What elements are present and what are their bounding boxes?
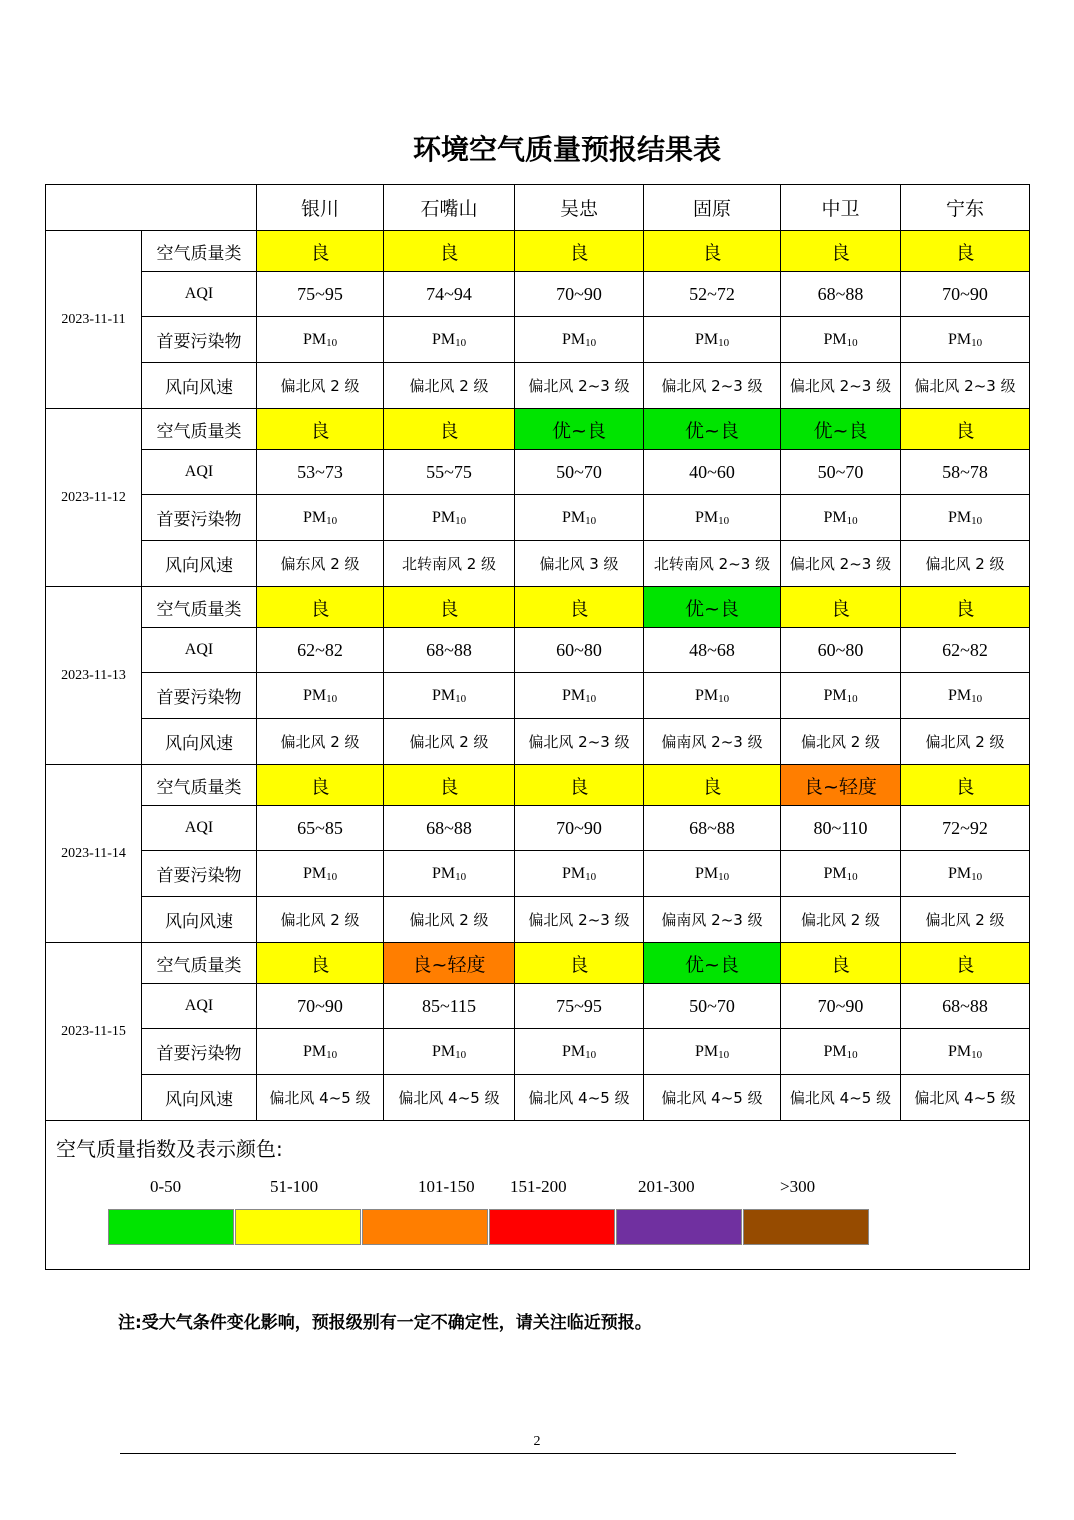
pollutant-subscript: 10 <box>971 870 983 883</box>
pollutant-subscript: 10 <box>718 692 730 705</box>
city-header: 吴忠 <box>515 185 644 231</box>
pollutant-base: PM <box>302 686 327 704</box>
pollutant-cell <box>901 673 1030 719</box>
pollutant-subscript: 10 <box>455 336 467 349</box>
forecast-table <box>45 184 1030 1270</box>
row-label-wind: 风向风速 <box>142 897 257 943</box>
aqi-row <box>46 806 1030 851</box>
aqi-cell: 52~72 <box>644 272 781 317</box>
footer-divider <box>120 1453 956 1454</box>
header-row <box>46 185 1030 231</box>
pollutant-cell <box>781 317 901 363</box>
quality-cell: 良 <box>384 231 515 272</box>
pollutant-subscript: 10 <box>455 1048 467 1061</box>
wind-cell: 偏北风 4~5 级 <box>644 1075 781 1121</box>
pollutant-cell <box>901 317 1030 363</box>
footnote: 注:受大气条件变化影响，预报级别有一定不确定性，请关注临近预报。 <box>118 1313 652 1333</box>
row-label-wind: 风向风速 <box>142 1075 257 1121</box>
city-header: 固原 <box>644 185 781 231</box>
city-header: 宁东 <box>901 185 1030 231</box>
quality-cell: 优~良 <box>644 943 781 984</box>
pollutant-base: PM <box>694 864 719 882</box>
wind-cell: 北转南风 2 级 <box>384 541 515 587</box>
quality-cell: 良 <box>384 765 515 806</box>
legend-swatch <box>362 1209 488 1245</box>
pollutant-cell <box>257 317 384 363</box>
pollutant-base: PM <box>561 330 586 348</box>
wind-cell: 偏北风 4~5 级 <box>257 1075 384 1121</box>
pollutant-subscript: 10 <box>455 870 467 883</box>
row-label-aqi: AQI <box>142 984 257 1029</box>
legend-range-label: 51-100 <box>270 1177 319 1196</box>
pollutant-cell <box>644 673 781 719</box>
pollutant-cell <box>644 317 781 363</box>
row-label-wind: 风向风速 <box>142 719 257 765</box>
quality-row <box>46 943 1030 984</box>
pollutant-subscript: 10 <box>585 514 597 527</box>
wind-cell: 偏北风 2 级 <box>384 719 515 765</box>
row-label-quality: 空气质量类 <box>142 765 257 806</box>
pollutant-subscript: 10 <box>585 1048 597 1061</box>
aqi-row <box>46 984 1030 1029</box>
wind-cell: 偏北风 4~5 级 <box>901 1075 1030 1121</box>
row-label-aqi: AQI <box>142 450 257 495</box>
pollutant-row <box>46 317 1030 363</box>
wind-cell: 偏北风 2 级 <box>901 897 1030 943</box>
aqi-cell: 68~88 <box>644 806 781 851</box>
wind-cell: 偏北风 4~5 级 <box>781 1075 901 1121</box>
pollutant-cell <box>515 673 644 719</box>
aqi-cell: 62~82 <box>257 628 384 673</box>
legend-range-label: 101-150 <box>418 1177 475 1196</box>
pollutant-cell <box>901 1029 1030 1075</box>
pollutant-cell <box>644 1029 781 1075</box>
pollutant-base: PM <box>431 686 456 704</box>
pollutant-base: PM <box>561 686 586 704</box>
quality-cell: 良 <box>257 231 384 272</box>
row-label-quality: 空气质量类 <box>142 587 257 628</box>
wind-row <box>46 363 1030 409</box>
pollutant-subscript: 10 <box>846 1048 858 1061</box>
row-label-quality: 空气质量类 <box>142 231 257 272</box>
aqi-cell: 74~94 <box>384 272 515 317</box>
pollutant-subscript: 10 <box>718 514 730 527</box>
pollutant-base: PM <box>947 508 972 526</box>
row-label-pollutant: 首要污染物 <box>142 317 257 363</box>
wind-cell: 偏北风 2 级 <box>901 541 1030 587</box>
wind-cell: 偏北风 3 级 <box>515 541 644 587</box>
aqi-cell: 50~70 <box>781 450 901 495</box>
pollutant-cell <box>781 495 901 541</box>
legend-swatch <box>489 1209 615 1245</box>
pollutant-base: PM <box>823 508 847 526</box>
quality-cell: 良 <box>515 765 644 806</box>
quality-cell: 良~轻度 <box>384 943 515 984</box>
pollutant-base: PM <box>302 330 327 348</box>
pollutant-subscript: 10 <box>846 336 858 349</box>
wind-cell: 偏北风 2 级 <box>781 719 901 765</box>
aqi-cell: 40~60 <box>644 450 781 495</box>
quality-cell: 良 <box>644 231 781 272</box>
legend-swatch <box>235 1209 361 1245</box>
aqi-cell: 62~82 <box>901 628 1030 673</box>
wind-cell: 偏北风 4~5 级 <box>515 1075 644 1121</box>
row-label-quality: 空气质量类 <box>142 409 257 450</box>
pollutant-base: PM <box>947 864 972 882</box>
wind-cell: 偏北风 2 级 <box>384 897 515 943</box>
pollutant-cell <box>781 673 901 719</box>
legend-range-label: 151-200 <box>510 1177 567 1196</box>
date-cell: 2023-11-15 <box>46 943 142 1121</box>
row-label-pollutant: 首要污染物 <box>142 1029 257 1075</box>
pollutant-base: PM <box>694 508 719 526</box>
pollutant-base: PM <box>302 508 327 526</box>
pollutant-cell <box>644 851 781 897</box>
aqi-row <box>46 628 1030 673</box>
legend-title: 空气质量指数及表示颜色: <box>56 1137 283 1161</box>
aqi-cell: 60~80 <box>781 628 901 673</box>
wind-cell: 偏南风 2~3 级 <box>644 897 781 943</box>
quality-cell: 良 <box>781 587 901 628</box>
city-header: 银川 <box>257 185 384 231</box>
row-label-aqi: AQI <box>142 806 257 851</box>
aqi-cell: 70~90 <box>901 272 1030 317</box>
legend-color-bar <box>108 1209 870 1245</box>
aqi-cell: 68~88 <box>384 628 515 673</box>
pollutant-base: PM <box>431 1042 456 1060</box>
quality-cell: 良 <box>515 231 644 272</box>
quality-cell: 良 <box>781 943 901 984</box>
pollutant-cell <box>384 1029 515 1075</box>
aqi-cell: 68~88 <box>384 806 515 851</box>
pollutant-base: PM <box>947 330 972 348</box>
row-label-pollutant: 首要污染物 <box>142 851 257 897</box>
row-label-pollutant: 首要污染物 <box>142 495 257 541</box>
pollutant-cell <box>257 851 384 897</box>
pollutant-subscript: 10 <box>846 692 858 705</box>
quality-cell: 良 <box>257 409 384 450</box>
city-header: 中卫 <box>781 185 901 231</box>
legend-cell <box>46 1121 1030 1270</box>
aqi-cell: 70~90 <box>781 984 901 1029</box>
pollutant-row <box>46 673 1030 719</box>
pollutant-base: PM <box>302 1042 327 1060</box>
pollutant-subscript: 10 <box>326 1048 338 1061</box>
aqi-cell: 70~90 <box>257 984 384 1029</box>
pollutant-subscript: 10 <box>971 1048 983 1061</box>
quality-cell: 优~良 <box>644 587 781 628</box>
wind-cell: 偏北风 2 级 <box>257 363 384 409</box>
pollutant-subscript: 10 <box>585 336 597 349</box>
pollutant-cell <box>515 495 644 541</box>
row-label-aqi: AQI <box>142 272 257 317</box>
pollutant-subscript: 10 <box>718 870 730 883</box>
wind-cell: 偏北风 2 级 <box>781 897 901 943</box>
pollutant-cell <box>384 495 515 541</box>
quality-cell: 优~良 <box>644 409 781 450</box>
pollutant-subscript: 10 <box>326 692 338 705</box>
quality-cell: 良 <box>901 231 1030 272</box>
legend-range-label: >300 <box>780 1177 816 1196</box>
pollutant-base: PM <box>947 1042 972 1060</box>
quality-row <box>46 765 1030 806</box>
wind-row <box>46 1075 1030 1121</box>
wind-cell: 偏南风 2~3 级 <box>644 719 781 765</box>
quality-row <box>46 231 1030 272</box>
aqi-cell: 75~95 <box>257 272 384 317</box>
pollutant-cell <box>257 673 384 719</box>
aqi-cell: 85~115 <box>384 984 515 1029</box>
quality-cell: 良 <box>515 943 644 984</box>
page-number: 2 <box>533 1434 541 1449</box>
wind-cell: 偏北风 2~3 级 <box>515 719 644 765</box>
page-title: 环境空气质量预报结果表 <box>412 133 721 166</box>
aqi-cell: 68~88 <box>901 984 1030 1029</box>
pollutant-base: PM <box>431 508 456 526</box>
wind-cell: 偏北风 4~5 级 <box>384 1075 515 1121</box>
pollutant-cell <box>257 1029 384 1075</box>
wind-cell: 北转南风 2~3 级 <box>644 541 781 587</box>
wind-cell: 偏北风 2~3 级 <box>781 363 901 409</box>
aqi-cell: 68~88 <box>781 272 901 317</box>
quality-row <box>46 587 1030 628</box>
row-label-wind: 风向风速 <box>142 363 257 409</box>
aqi-cell: 65~85 <box>257 806 384 851</box>
pollutant-subscript: 10 <box>971 514 983 527</box>
wind-row <box>46 897 1030 943</box>
row-label-aqi: AQI <box>142 628 257 673</box>
aqi-cell: 55~75 <box>384 450 515 495</box>
pollutant-row <box>46 851 1030 897</box>
pollutant-base: PM <box>823 330 847 348</box>
quality-cell: 良 <box>384 409 515 450</box>
pollutant-subscript: 10 <box>326 336 338 349</box>
pollutant-cell <box>257 495 384 541</box>
pollutant-base: PM <box>561 864 586 882</box>
pollutant-subscript: 10 <box>846 514 858 527</box>
aqi-row <box>46 272 1030 317</box>
pollutant-base: PM <box>431 330 456 348</box>
pollutant-cell <box>515 851 644 897</box>
pollutant-base: PM <box>823 1042 847 1060</box>
aqi-cell: 53~73 <box>257 450 384 495</box>
quality-cell: 良~轻度 <box>781 765 901 806</box>
wind-cell: 偏北风 2 级 <box>257 719 384 765</box>
legend-row <box>46 1121 1030 1270</box>
pollutant-subscript: 10 <box>971 336 983 349</box>
legend-range-label: 0-50 <box>150 1177 182 1196</box>
pollutant-subscript: 10 <box>326 870 338 883</box>
wind-cell: 偏北风 2~3 级 <box>644 363 781 409</box>
quality-cell: 良 <box>515 587 644 628</box>
aqi-cell: 70~90 <box>515 272 644 317</box>
pollutant-subscript: 10 <box>846 870 858 883</box>
aqi-cell: 70~90 <box>515 806 644 851</box>
pollutant-subscript: 10 <box>455 514 467 527</box>
wind-cell: 偏北风 2 级 <box>901 719 1030 765</box>
row-label-quality: 空气质量类 <box>142 943 257 984</box>
pollutant-base: PM <box>431 864 456 882</box>
pollutant-cell <box>515 1029 644 1075</box>
aqi-cell: 80~110 <box>781 806 901 851</box>
pollutant-cell <box>515 317 644 363</box>
aqi-cell: 58~78 <box>901 450 1030 495</box>
pollutant-base: PM <box>694 330 719 348</box>
legend-range-label: 201-300 <box>638 1177 695 1196</box>
quality-cell: 良 <box>901 765 1030 806</box>
pollutant-subscript: 10 <box>585 870 597 883</box>
aqi-cell: 60~80 <box>515 628 644 673</box>
header-corner <box>46 185 257 231</box>
quality-cell: 优~良 <box>781 409 901 450</box>
date-cell: 2023-11-12 <box>46 409 142 587</box>
pollutant-cell <box>384 317 515 363</box>
pollutant-base: PM <box>823 864 847 882</box>
pollutant-base: PM <box>947 686 972 704</box>
pollutant-cell <box>644 495 781 541</box>
pollutant-cell <box>901 851 1030 897</box>
wind-cell: 偏北风 2 级 <box>257 897 384 943</box>
quality-cell: 良 <box>901 943 1030 984</box>
pollutant-cell <box>781 851 901 897</box>
wind-cell: 偏北风 2~3 级 <box>901 363 1030 409</box>
wind-cell: 偏北风 2~3 级 <box>515 897 644 943</box>
pollutant-subscript: 10 <box>971 692 983 705</box>
date-cell: 2023-11-14 <box>46 765 142 943</box>
quality-cell: 良 <box>781 231 901 272</box>
quality-cell: 优~良 <box>515 409 644 450</box>
quality-cell: 良 <box>257 765 384 806</box>
pollutant-base: PM <box>302 864 327 882</box>
pollutant-cell <box>384 851 515 897</box>
aqi-cell: 72~92 <box>901 806 1030 851</box>
wind-row <box>46 719 1030 765</box>
pollutant-row <box>46 1029 1030 1075</box>
aqi-cell: 75~95 <box>515 984 644 1029</box>
quality-cell: 良 <box>644 765 781 806</box>
pollutant-cell <box>781 1029 901 1075</box>
aqi-cell: 48~68 <box>644 628 781 673</box>
pollutant-cell <box>901 495 1030 541</box>
wind-cell: 偏北风 2~3 级 <box>781 541 901 587</box>
legend-swatch <box>743 1209 869 1245</box>
pollutant-base: PM <box>694 686 719 704</box>
wind-row <box>46 541 1030 587</box>
pollutant-row <box>46 495 1030 541</box>
aqi-cell: 50~70 <box>515 450 644 495</box>
quality-cell: 良 <box>257 587 384 628</box>
pollutant-base: PM <box>694 1042 719 1060</box>
quality-row <box>46 409 1030 450</box>
pollutant-base: PM <box>561 1042 586 1060</box>
wind-cell: 偏东风 2 级 <box>257 541 384 587</box>
aqi-cell: 50~70 <box>644 984 781 1029</box>
legend-swatch <box>108 1209 234 1245</box>
quality-cell: 良 <box>901 409 1030 450</box>
date-cell: 2023-11-11 <box>46 231 142 409</box>
pollutant-subscript: 10 <box>455 692 467 705</box>
row-label-wind: 风向风速 <box>142 541 257 587</box>
quality-cell: 良 <box>257 943 384 984</box>
pollutant-subscript: 10 <box>718 1048 730 1061</box>
row-label-pollutant: 首要污染物 <box>142 673 257 719</box>
pollutant-base: PM <box>561 508 586 526</box>
pollutant-cell <box>384 673 515 719</box>
quality-cell: 良 <box>901 587 1030 628</box>
aqi-row <box>46 450 1030 495</box>
quality-cell: 良 <box>384 587 515 628</box>
wind-cell: 偏北风 2 级 <box>384 363 515 409</box>
city-header: 石嘴山 <box>384 185 515 231</box>
wind-cell: 偏北风 2~3 级 <box>515 363 644 409</box>
date-cell: 2023-11-13 <box>46 587 142 765</box>
pollutant-subscript: 10 <box>718 336 730 349</box>
legend-swatch <box>616 1209 742 1245</box>
pollutant-subscript: 10 <box>585 692 597 705</box>
pollutant-subscript: 10 <box>326 514 338 527</box>
pollutant-base: PM <box>823 686 847 704</box>
